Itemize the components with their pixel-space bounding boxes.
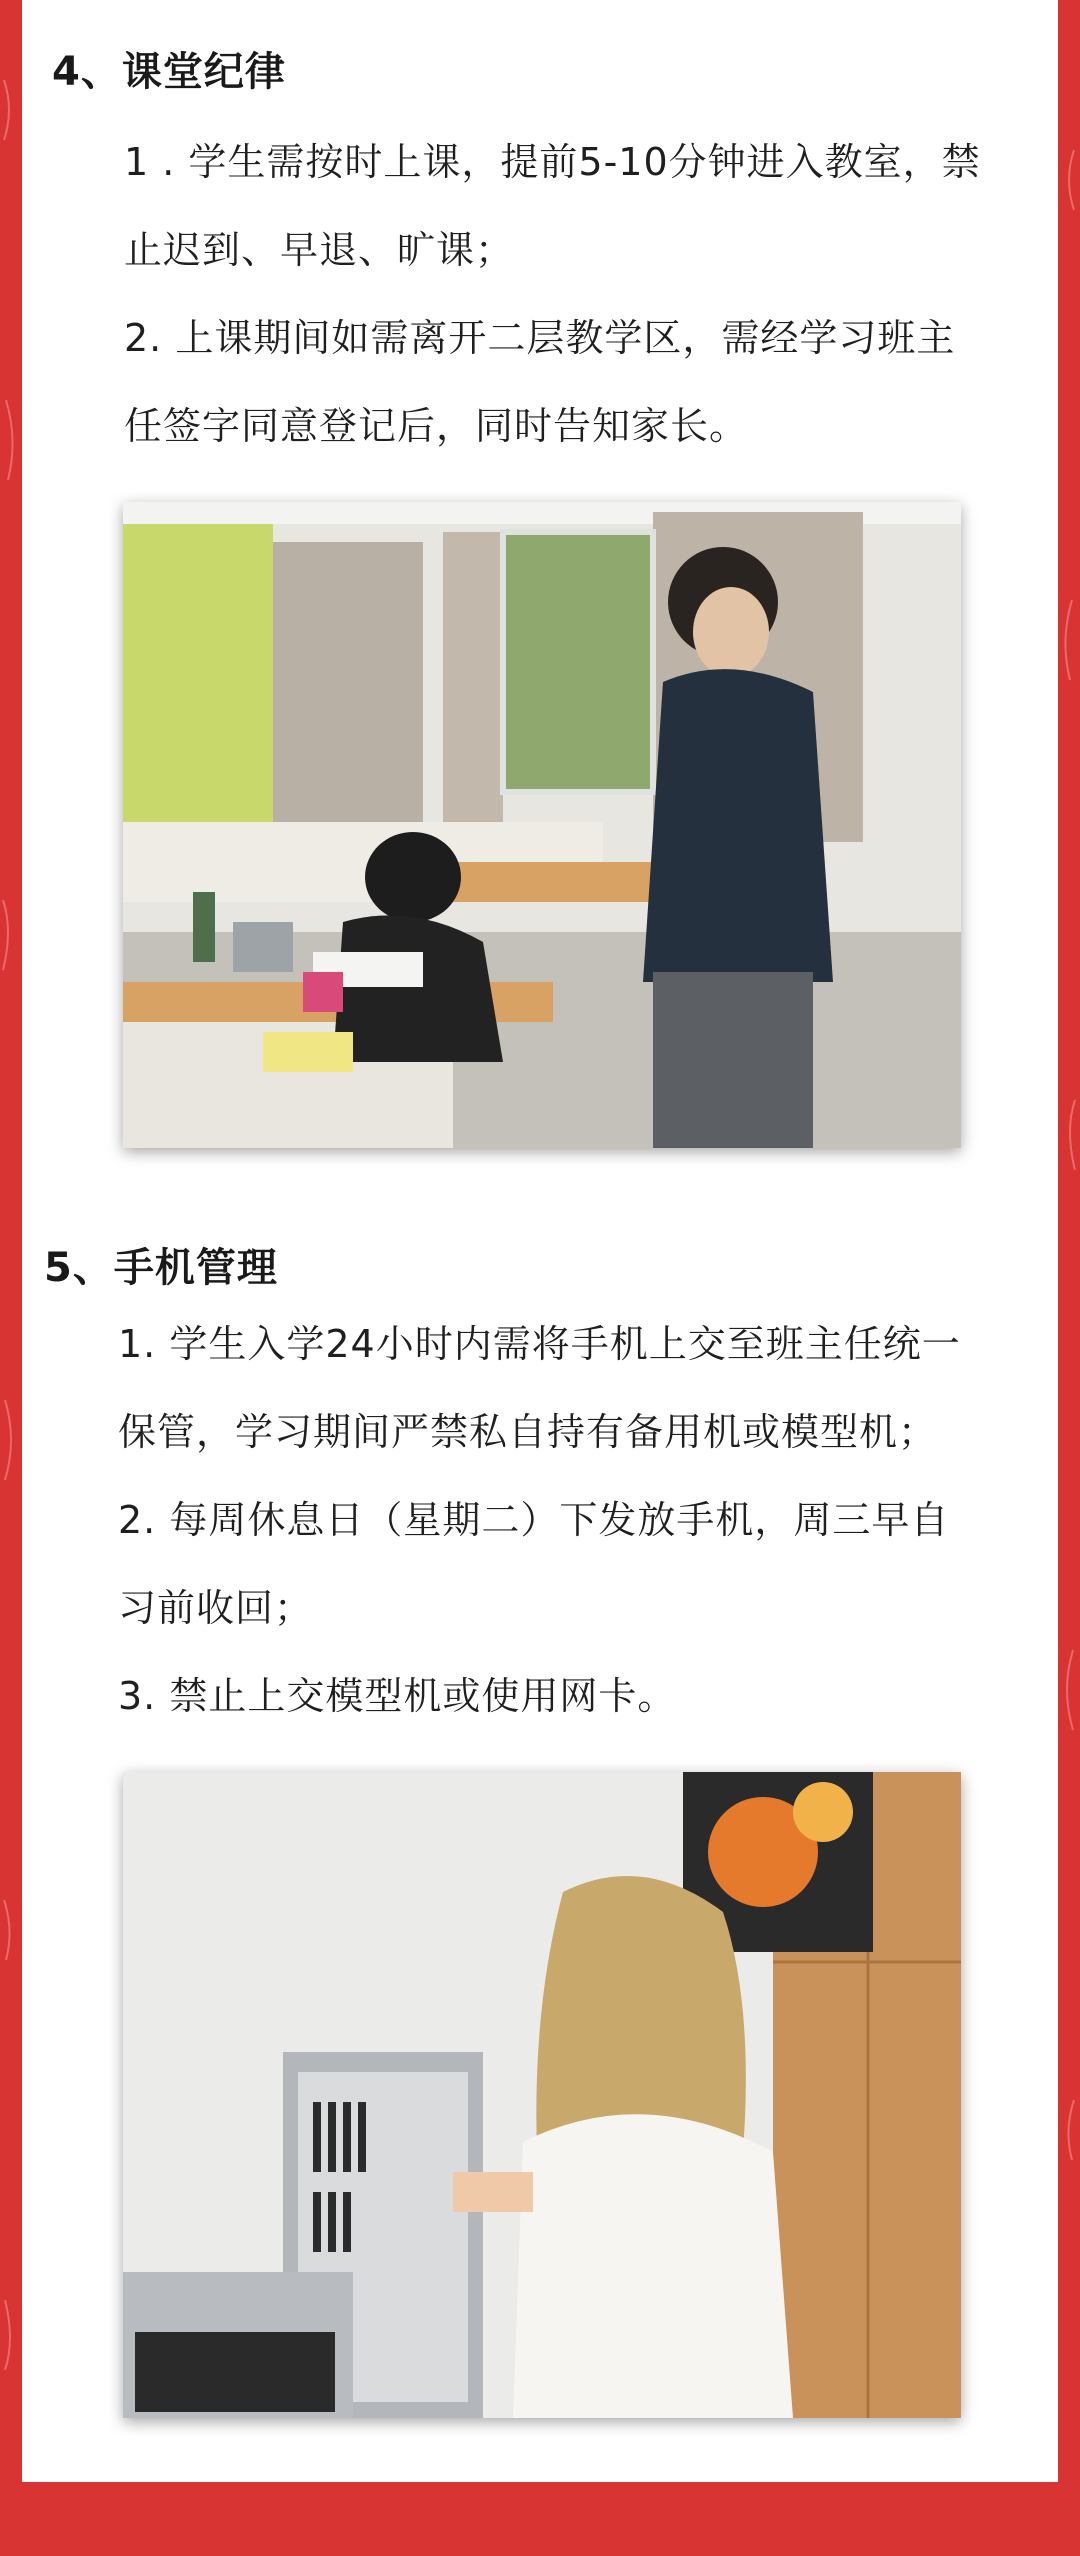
section5-line-4: 习前收回； [118, 1586, 314, 1630]
section5-line-5: 3. 禁止上交模型机或使用网卡。 [118, 1674, 677, 1718]
section5-line-2: 保管，学习期间严禁私自持有备用机或模型机； [118, 1410, 938, 1454]
phone-storage-photo [123, 1772, 961, 2418]
section5-line-1: 1. 学生入学24小时内需将手机上交至班主任统一 [118, 1322, 961, 1366]
section5-line-3: 2. 每周休息日（星期二）下发放手机，周三早自 [118, 1498, 950, 1542]
classroom-photo [123, 502, 961, 1148]
section4-line-1: 1 . 学生需按时上课，提前5-10分钟进入教室，禁 [124, 140, 981, 184]
left-border-pattern [0, 0, 22, 2556]
right-border-pattern [1058, 0, 1080, 2556]
section4-heading: 4、课堂纪律 [52, 49, 286, 95]
section4-line-4: 任签字同意登记后，同时告知家长。 [124, 404, 749, 448]
section4-line-3: 2. 上课期间如需离开二层教学区，需经学习班主 [124, 316, 956, 360]
content-panel [22, 0, 1058, 2482]
section5-heading: 5、手机管理 [44, 1245, 278, 1291]
section4-line-2: 止迟到、早退、旷课； [124, 228, 515, 272]
